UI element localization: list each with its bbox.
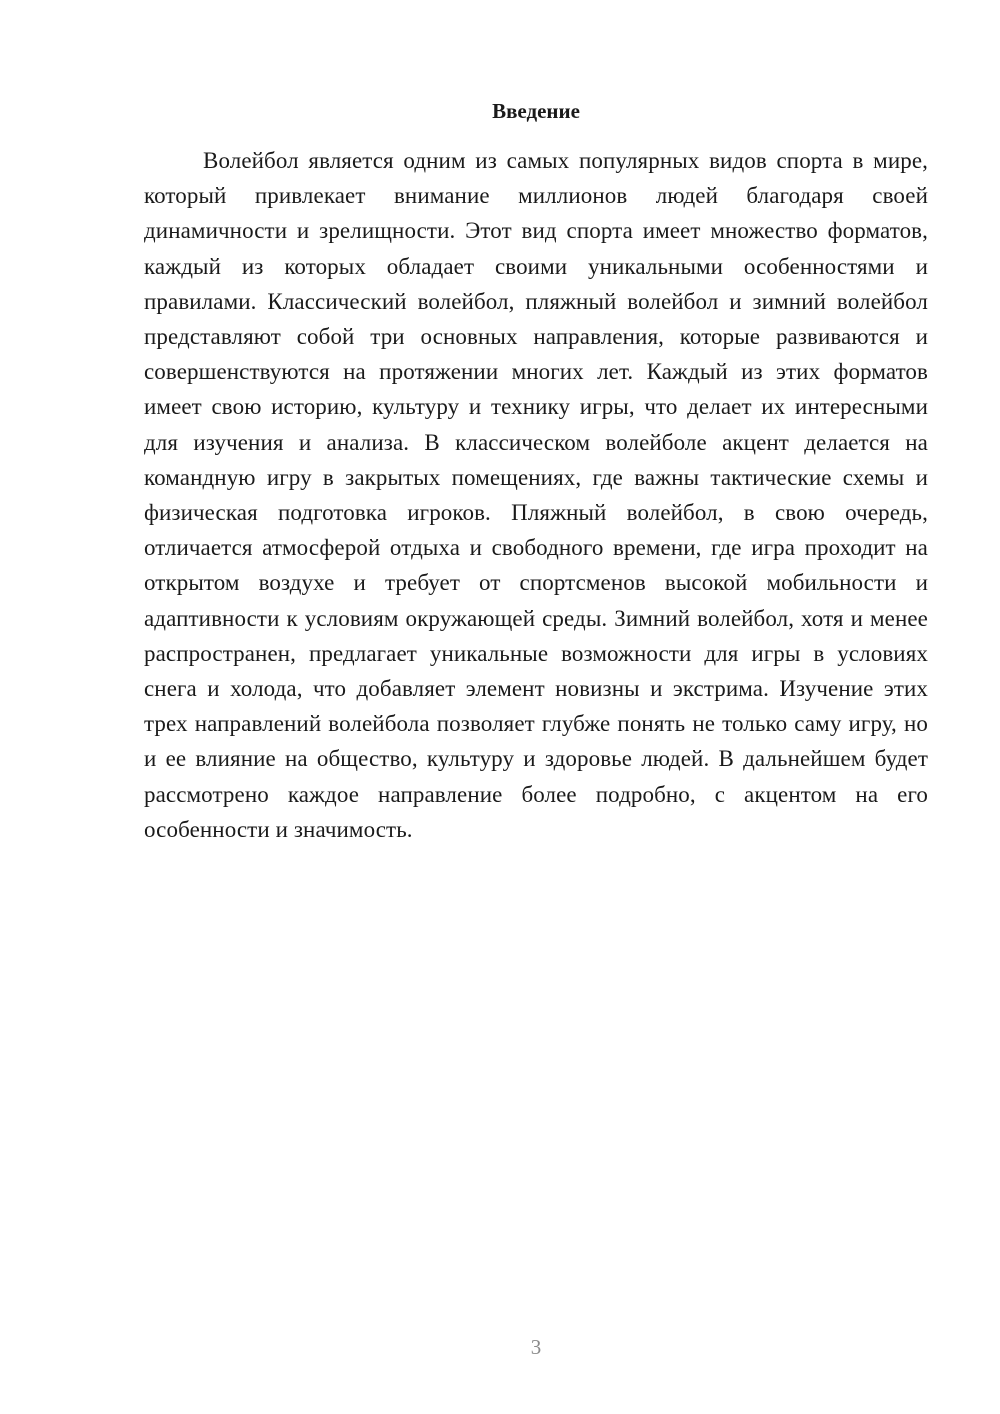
- page-number: 3: [530, 1335, 542, 1359]
- body-paragraph: Волейбол является одним из самых популярных видов спорта в мире, который привлекает внимание миллионов людей благодаря своей динамичности и зрелищности. Этот вид спорта имеет множество форматов, каждый из которых обладает своими уникальными особенностями и правилами. Классический волейбол, пляжный волейбол и зимний волейбол представляют собой три основных направления, которые развиваются и совершенствуются на протяжении многих лет. Каждый из этих форматов имеет свою историю, культуру и технику игры, что делает их интересными для изучения и анализа. В классическом волейболе акцент делается на командную игру в закрытых помещениях, где важны тактические схемы и физическая подготовка игроков. Пляжный волейбол, в свою очередь, отличается атмосферой отдыха и свободного времени, где игра проходит на открытом воздухе и требует от спортсменов высокой мобильности и адаптивности к условиям окружающей среды. Зимний волейбол, хотя и менее распространен, предлагает уникальные возможности для игры в условиях снега и холода, что добавляет элемент новизны и экстрима. Изучение этих трех направлений волейбола позволяет глубже понять не только саму игру, но и ее влияние на общество, культуру и здоровье людей. В дальнейшем будет рассмотрено каждое направление более подробно, с акцентом на его особенности и значимость.: [144, 148, 928, 842]
- section-heading: Введение: [492, 99, 580, 123]
